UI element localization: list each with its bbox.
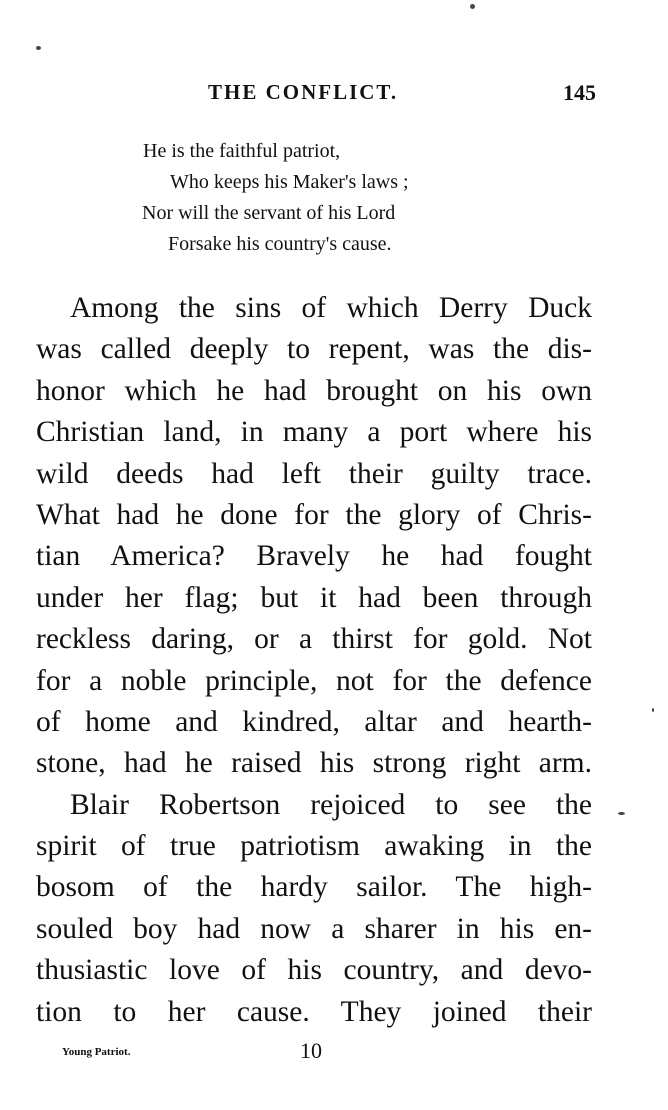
prose-line: honor which he had brought on his own — [36, 374, 592, 407]
prose-line: tian America? Bravely he had fought — [36, 540, 592, 573]
prose-line: was called deeply to repent, was the dis- — [36, 333, 592, 366]
print-speck — [36, 46, 41, 50]
verse-line: Who keeps his Maker's laws ; — [170, 171, 409, 193]
print-speck — [618, 812, 625, 815]
prose-line: wild deeds had left their guilty trace. — [36, 457, 592, 490]
prose-line: stone, had he raised his strong right arm. — [36, 747, 592, 780]
prose-line: under her flag; but it had been through — [36, 581, 592, 614]
signature-mark: 10 — [300, 1038, 322, 1063]
prose-line: What had he done for the glory of Chris- — [36, 498, 592, 531]
prose-line: Christian land, in many a port where his — [36, 416, 592, 449]
prose-line: reckless daring, or a thirst for gold. Not — [36, 623, 592, 656]
prose-line: for a noble principle, not for the defence — [36, 664, 592, 697]
prose-line: Among the sins of which Derry Duck — [70, 292, 592, 324]
prose-line: thusiastic love of his country, and devo- — [36, 954, 592, 987]
prose-line: Blair Robertson rejoiced to see the — [70, 788, 592, 821]
verse-line: He is the faithful patriot, — [143, 140, 341, 162]
print-speck — [470, 4, 475, 9]
print-speck — [652, 708, 654, 712]
running-title: THE CONFLICT. — [208, 80, 399, 104]
prose-line: of home and kindred, altar and hearth- — [36, 705, 592, 738]
prose-line: souled boy had now a sharer in his en- — [36, 912, 592, 945]
prose-line: spirit of true patriotism awaking in the — [36, 830, 592, 863]
page-number: 145 — [563, 80, 596, 105]
prose-line: bosom of the hardy sailor. The high- — [36, 871, 592, 904]
verse-line: Forsake his country's cause. — [168, 233, 392, 255]
prose-line: tion to her cause. They joined their — [36, 995, 592, 1028]
running-head — [36, 80, 596, 110]
signature-line: Young Patriot. — [62, 1046, 131, 1058]
verse-line: Nor will the servant of his Lord — [142, 202, 396, 224]
prose-body — [36, 288, 592, 1033]
